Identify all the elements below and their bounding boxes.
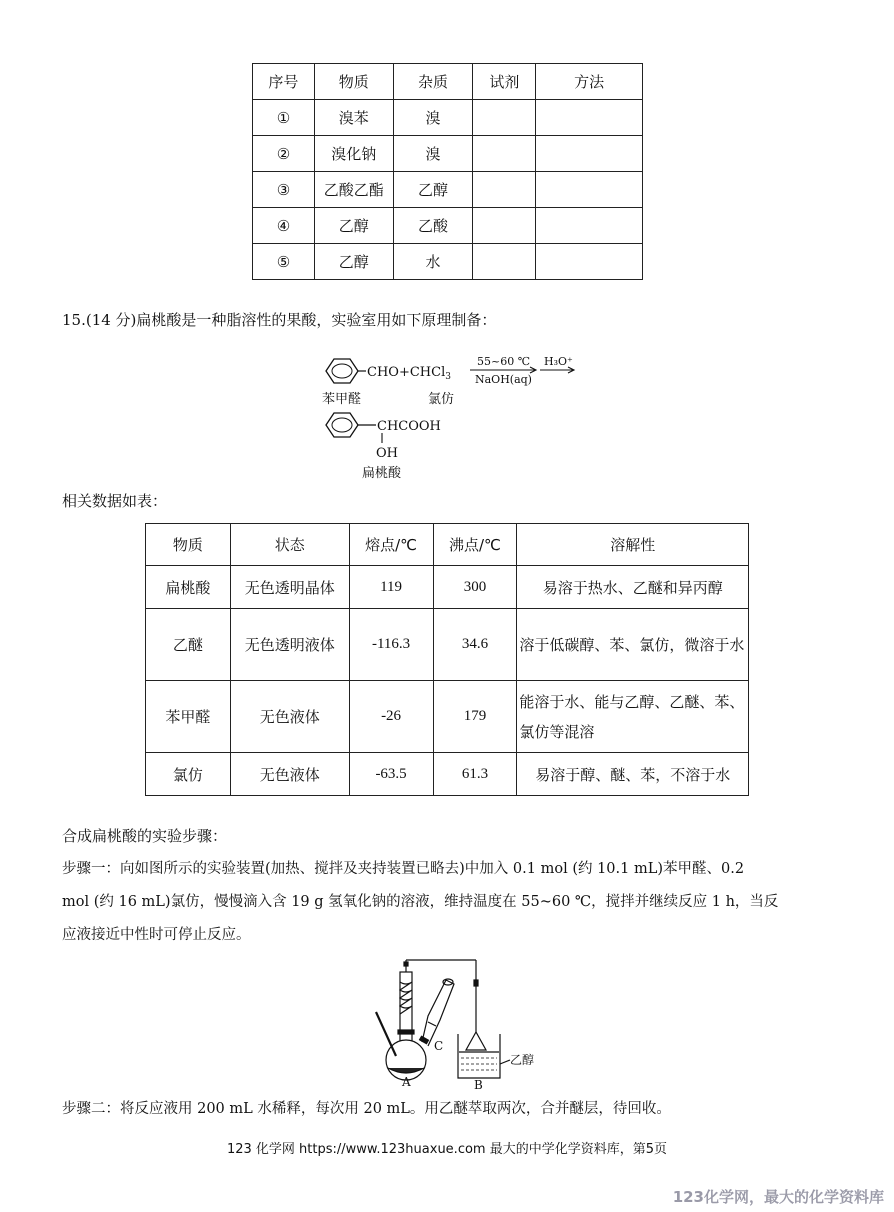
cell: 能溶于水、能与乙醇、乙醚、苯、氯仿等混溶 bbox=[517, 681, 749, 753]
table-row bbox=[253, 244, 643, 280]
label-benzaldehyde: 苯甲醛 bbox=[322, 392, 362, 407]
label-c: C bbox=[434, 1039, 444, 1053]
header-cell: 物质 bbox=[314, 64, 393, 100]
header-cell: 熔点/℃ bbox=[349, 524, 433, 566]
cell bbox=[473, 136, 536, 172]
step1-line2: mol (约 16 mL)氯仿，慢慢滴入含 19 g 氢氧化钠的溶液，维持温度在 55~60 ℃，搅拌并继续反应 1 h，当反 bbox=[62, 894, 779, 910]
cell: ⑤ bbox=[253, 244, 315, 280]
cell: 扁桃酸 bbox=[146, 566, 231, 609]
cell: 易溶于热水、乙醚和异丙醇 bbox=[517, 566, 749, 609]
cell: 无色液体 bbox=[230, 753, 349, 796]
label-b: B bbox=[474, 1078, 483, 1092]
cell: 溴化钠 bbox=[314, 136, 393, 172]
step1-line1: 步骤一：向如图所示的实验装置(加热、搅拌及夹持装置已略去)中加入 0.1 mol (约 10.1 mL)苯甲醛、0.2 bbox=[62, 861, 745, 877]
table-row bbox=[253, 136, 643, 172]
steps-title: 合成扁桃酸的实验步骤： bbox=[62, 827, 228, 845]
hydroxyl-group: OH bbox=[376, 446, 398, 461]
impurity-table bbox=[252, 63, 643, 280]
cell bbox=[473, 244, 536, 280]
table-row bbox=[146, 609, 749, 681]
cell: 179 bbox=[433, 681, 517, 753]
cell: 乙酸 bbox=[393, 208, 473, 244]
cell: 溴 bbox=[393, 136, 473, 172]
cell: 溶于低碳醇、苯、氯仿，微溶于水 bbox=[517, 609, 749, 681]
label-ethanol: 乙醇 bbox=[510, 1053, 535, 1067]
formula-subscript: 3 bbox=[445, 372, 451, 382]
cell: 119 bbox=[349, 566, 433, 609]
cell bbox=[536, 136, 643, 172]
step2: 步骤二：将反应液用 200 mL 水稀释，每次用 20 mL。用乙醚萃取两次，合并醚层，待回收。 bbox=[62, 1101, 671, 1117]
header-cell: 沸点/℃ bbox=[433, 524, 517, 566]
cell: 溴 bbox=[393, 100, 473, 136]
header-cell: 序号 bbox=[253, 64, 315, 100]
table-row bbox=[146, 753, 749, 796]
cell bbox=[473, 208, 536, 244]
cell: ② bbox=[253, 136, 315, 172]
properties-table bbox=[145, 523, 749, 796]
cell: 61.3 bbox=[433, 753, 517, 796]
dropping-funnel-icon bbox=[422, 980, 454, 1046]
header-cell: 状态 bbox=[230, 524, 349, 566]
cell: ① bbox=[253, 100, 315, 136]
cell bbox=[473, 172, 536, 208]
apparatus-diagram bbox=[362, 952, 562, 1092]
product-formula: CHCOOH bbox=[377, 419, 441, 434]
inverted-funnel-icon bbox=[466, 1032, 486, 1050]
label-a: A bbox=[402, 1075, 411, 1089]
thermometer-icon bbox=[376, 1012, 396, 1056]
cell: ④ bbox=[253, 208, 315, 244]
question-15: 15.(14 分)扁桃酸是一种脂溶性的果酸，实验室用如下原理制备： bbox=[62, 311, 497, 329]
reagent-acid: H₃O⁺ bbox=[544, 355, 573, 368]
condition-temperature: 55~60 ℃ bbox=[477, 355, 531, 368]
cell: 苯甲醛 bbox=[146, 681, 231, 753]
cell: -63.5 bbox=[349, 753, 433, 796]
header-cell: 杂质 bbox=[393, 64, 473, 100]
cell: 无色透明液体 bbox=[230, 609, 349, 681]
cell bbox=[536, 172, 643, 208]
header-cell: 试剂 bbox=[473, 64, 536, 100]
table-row bbox=[253, 100, 643, 136]
cell: 无色透明晶体 bbox=[230, 566, 349, 609]
cell: 乙醇 bbox=[314, 244, 393, 280]
cell: -116.3 bbox=[349, 609, 433, 681]
benzene-ring-icon bbox=[326, 413, 358, 437]
data-intro: 相关数据如表： bbox=[62, 492, 168, 510]
label-mandelic-acid: 扁桃酸 bbox=[362, 466, 402, 481]
table-row bbox=[253, 172, 643, 208]
table-row bbox=[146, 681, 749, 753]
cell: 易溶于醇、醚、苯，不溶于水 bbox=[517, 753, 749, 796]
table-header-row bbox=[146, 524, 749, 566]
cell: 34.6 bbox=[433, 609, 517, 681]
cell: 水 bbox=[393, 244, 473, 280]
benzene-ring-icon bbox=[326, 359, 358, 383]
cell: 乙醇 bbox=[393, 172, 473, 208]
header-cell: 方法 bbox=[536, 64, 643, 100]
cell: 乙醚 bbox=[146, 609, 231, 681]
cell: 氯仿 bbox=[146, 753, 231, 796]
table-row bbox=[253, 208, 643, 244]
cell bbox=[473, 100, 536, 136]
table-row bbox=[146, 566, 749, 609]
cell: 无色液体 bbox=[230, 681, 349, 753]
step1-line3: 应液接近中性时可停止反应。 bbox=[62, 927, 251, 943]
cell: 溴苯 bbox=[314, 100, 393, 136]
header-cell: 溶解性 bbox=[517, 524, 749, 566]
beaker-icon bbox=[458, 1034, 500, 1078]
table-header-row bbox=[253, 64, 643, 100]
cell bbox=[536, 208, 643, 244]
watermark: 123化学网，最大的化学资料库 bbox=[672, 1188, 884, 1206]
cell bbox=[536, 100, 643, 136]
header-cell: 物质 bbox=[146, 524, 231, 566]
cell: ③ bbox=[253, 172, 315, 208]
cell: 乙酸乙酯 bbox=[314, 172, 393, 208]
reactants-formula: CHO+CHCl bbox=[367, 365, 446, 380]
cell: 300 bbox=[433, 566, 517, 609]
page-footer: 123 化学网 https://www.123huaxue.com 最大的中学化学资料库，第5页 bbox=[226, 1142, 667, 1157]
label-chloroform: 氯仿 bbox=[428, 392, 455, 407]
reaction-scheme bbox=[318, 345, 588, 485]
svg-text:CHO+CHCl3 bbox=[367, 365, 451, 382]
condition-base: NaOH(aq) bbox=[475, 373, 532, 386]
cell: -26 bbox=[349, 681, 433, 753]
cell: 乙醇 bbox=[314, 208, 393, 244]
cell bbox=[536, 244, 643, 280]
